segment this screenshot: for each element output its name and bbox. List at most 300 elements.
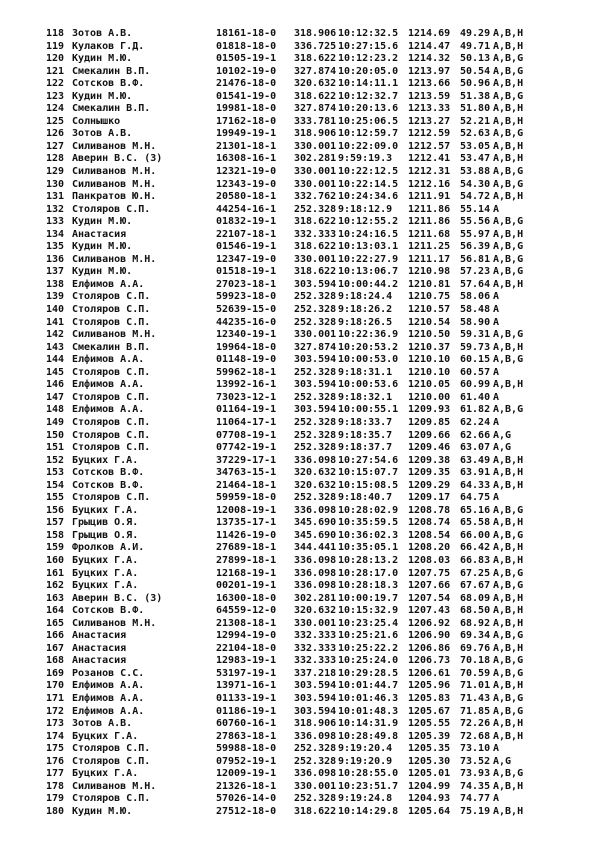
ring-number-cell: 12009-19-1 — [216, 768, 277, 780]
distance-cell: 318.622 — [294, 53, 337, 65]
table-row — [46, 241, 543, 254]
ring-number-cell: 01505-19-1 — [216, 53, 277, 65]
fancier-name-cell: Силиванов М.Н. — [72, 253, 157, 265]
distance-cell: 318.622 — [294, 805, 337, 817]
fancier-name-cell: Столяров С.П. — [72, 793, 151, 805]
speed-cell: 1205.67 — [408, 705, 451, 717]
distance-cell: 327.874 — [294, 103, 337, 115]
category-cell: A,B,G — [493, 404, 524, 416]
speed-cell: 1205.01 — [408, 768, 451, 780]
ring-number-cell: 07742-19-1 — [216, 442, 277, 454]
ring-number-cell: 21308-18-1 — [216, 617, 277, 629]
speed-cell: 1206.86 — [408, 642, 451, 654]
speed-cell: 1208.74 — [408, 517, 451, 529]
fancier-name-cell: Елфимов А.А. — [72, 705, 145, 717]
table-row — [46, 367, 543, 380]
distance-cell: 318.906 — [294, 128, 337, 140]
speed-cell: 1211.68 — [408, 228, 451, 240]
speed-cell: 1208.20 — [408, 542, 451, 554]
arrival-time-cell: 10:25:21.6 — [338, 630, 399, 642]
table-row — [46, 680, 543, 693]
speed-cell: 1207.54 — [408, 592, 451, 604]
arrival-time-cell: 10:00:44.2 — [338, 278, 399, 290]
arrival-time-cell: 10:35:05.1 — [338, 542, 399, 554]
results-table-body — [46, 28, 543, 818]
place-cell: 140 — [46, 304, 65, 316]
speed-cell: 1205.83 — [408, 692, 451, 704]
place-cell: 172 — [46, 705, 65, 717]
ring-number-cell: 52639-15-0 — [216, 304, 277, 316]
fancier-name-cell: Кудин М.Ю. — [72, 266, 133, 278]
speed-cell: 1206.92 — [408, 617, 451, 629]
coefficient-cell: 66.83 — [460, 554, 491, 566]
arrival-time-cell: 10:00:19.7 — [338, 592, 399, 604]
table-row — [46, 555, 543, 568]
place-cell: 161 — [46, 567, 65, 579]
table-row — [46, 668, 543, 681]
arrival-time-cell: 10:01:44.7 — [338, 680, 399, 692]
arrival-time-cell: 9:18:37.7 — [338, 442, 393, 454]
category-cell: A,B,G — [493, 166, 524, 178]
place-cell: 121 — [46, 65, 65, 77]
arrival-time-cell: 10:27:15.6 — [338, 40, 399, 52]
distance-cell: 330.001 — [294, 617, 337, 629]
ring-number-cell: 18161-18-0 — [216, 28, 277, 39]
coefficient-cell: 68.92 — [460, 617, 491, 629]
speed-cell: 1206.90 — [408, 630, 451, 642]
fancier-name-cell: Столяров С.П. — [72, 291, 151, 303]
table-row — [46, 417, 543, 430]
table-row — [46, 279, 543, 292]
place-cell: 129 — [46, 166, 65, 178]
coefficient-cell: 69.34 — [460, 630, 491, 642]
coefficient-cell: 61.40 — [460, 391, 491, 403]
category-cell: A,B,H — [493, 103, 524, 115]
category-cell: A — [493, 304, 500, 316]
arrival-time-cell: 10:23:25.4 — [338, 617, 399, 629]
ring-number-cell: 01546-19-1 — [216, 241, 277, 253]
coefficient-cell: 67.25 — [460, 567, 491, 579]
distance-cell: 330.001 — [294, 253, 337, 265]
fancier-name-cell: Силиванов М.Н. — [72, 166, 157, 178]
category-cell: A,B,G — [493, 266, 524, 278]
place-cell: 154 — [46, 479, 65, 491]
coefficient-cell: 63.49 — [460, 454, 491, 466]
coefficient-cell: 59.31 — [460, 329, 491, 341]
category-cell: A,B,H — [493, 115, 524, 127]
place-cell: 142 — [46, 329, 65, 341]
coefficient-cell: 61.82 — [460, 404, 491, 416]
speed-cell: 1204.99 — [408, 780, 451, 792]
arrival-time-cell: 9:18:35.7 — [338, 429, 393, 441]
table-row — [46, 128, 543, 141]
speed-cell: 1210.57 — [408, 304, 451, 316]
place-cell: 130 — [46, 178, 65, 190]
place-cell: 150 — [46, 429, 65, 441]
arrival-time-cell: 9:19:24.8 — [338, 793, 393, 805]
table-row — [46, 442, 543, 455]
fancier-name-cell: Елфимов А.А. — [72, 278, 145, 290]
fancier-name-cell: Смекалин В.П. — [72, 341, 151, 353]
distance-cell: 318.622 — [294, 266, 337, 278]
category-cell: A,B,H — [493, 805, 524, 817]
arrival-time-cell: 10:22:27.9 — [338, 253, 399, 265]
speed-cell: 1210.81 — [408, 278, 451, 290]
speed-cell: 1209.35 — [408, 467, 451, 479]
coefficient-cell: 64.33 — [460, 479, 491, 491]
table-row — [46, 593, 543, 606]
coefficient-cell: 55.14 — [460, 203, 491, 215]
arrival-time-cell: 10:13:03.1 — [338, 241, 399, 253]
place-cell: 132 — [46, 203, 65, 215]
coefficient-cell: 57.23 — [460, 266, 491, 278]
table-row — [46, 66, 543, 79]
speed-cell: 1209.17 — [408, 492, 451, 504]
arrival-time-cell: 9:18:32.1 — [338, 391, 393, 403]
coefficient-cell: 71.43 — [460, 692, 491, 704]
category-cell: A,B,H — [493, 718, 524, 730]
fancier-name-cell: Анастасия — [72, 642, 127, 654]
speed-cell: 1207.66 — [408, 580, 451, 592]
fancier-name-cell: Буцких Г.А. — [72, 580, 139, 592]
speed-cell: 1211.25 — [408, 241, 451, 253]
place-cell: 149 — [46, 416, 65, 428]
arrival-time-cell: 9:19:20.4 — [338, 743, 393, 755]
ring-number-cell: 16300-18-0 — [216, 592, 277, 604]
table-row — [46, 806, 543, 819]
ring-number-cell: 21464-18-1 — [216, 479, 277, 491]
place-cell: 136 — [46, 253, 65, 265]
table-row — [46, 756, 543, 769]
distance-cell: 333.781 — [294, 115, 337, 127]
ring-number-cell: 21476-18-0 — [216, 78, 277, 90]
table-row — [46, 53, 543, 66]
speed-cell: 1214.69 — [408, 28, 451, 39]
coefficient-cell: 70.59 — [460, 667, 491, 679]
ring-number-cell: 21326-18-1 — [216, 780, 277, 792]
arrival-time-cell: 10:01:48.3 — [338, 705, 399, 717]
table-row — [46, 216, 543, 229]
place-cell: 152 — [46, 454, 65, 466]
fancier-name-cell: Буцких Г.А. — [72, 567, 139, 579]
distance-cell: 336.098 — [294, 768, 337, 780]
speed-cell: 1204.93 — [408, 793, 451, 805]
fancier-name-cell: Елфимов А.А. — [72, 354, 145, 366]
fancier-name-cell: Аверин В.С. (З) — [72, 592, 163, 604]
category-cell: A,B,G — [493, 655, 524, 667]
table-row — [46, 116, 543, 129]
coefficient-cell: 71.01 — [460, 680, 491, 692]
category-cell: A,B,H — [493, 780, 524, 792]
fancier-name-cell: Буцких Г.А. — [72, 504, 139, 516]
category-cell: A,B,G — [493, 567, 524, 579]
coefficient-cell: 53.88 — [460, 166, 491, 178]
ring-number-cell: 13735-17-1 — [216, 517, 277, 529]
category-cell: A — [493, 416, 500, 428]
speed-cell: 1214.47 — [408, 40, 451, 52]
category-cell: A,B,H — [493, 680, 524, 692]
category-cell: A,B,G — [493, 329, 524, 341]
category-cell: A,B,H — [493, 454, 524, 466]
ring-number-cell: 19964-18-0 — [216, 341, 277, 353]
fancier-name-cell: Смекалин В.П. — [72, 103, 151, 115]
coefficient-cell: 58.48 — [460, 304, 491, 316]
table-row — [46, 166, 543, 179]
ring-number-cell: 01164-19-1 — [216, 404, 277, 416]
distance-cell: 318.906 — [294, 718, 337, 730]
arrival-time-cell: 10:24:16.5 — [338, 228, 399, 240]
place-cell: 163 — [46, 592, 65, 604]
place-cell: 171 — [46, 692, 65, 704]
arrival-time-cell: 10:22:36.9 — [338, 329, 399, 341]
arrival-time-cell: 10:00:55.1 — [338, 404, 399, 416]
table-row — [46, 517, 543, 530]
speed-cell: 1210.54 — [408, 316, 451, 328]
fancier-name-cell: Столяров С.П. — [72, 492, 151, 504]
arrival-time-cell: 10:13:06.7 — [338, 266, 399, 278]
distance-cell: 336.098 — [294, 580, 337, 592]
ring-number-cell: 01832-19-1 — [216, 216, 277, 228]
arrival-time-cell: 10:12:59.7 — [338, 128, 399, 140]
arrival-time-cell: 10:22:09.0 — [338, 140, 399, 152]
ring-number-cell: 13992-16-1 — [216, 379, 277, 391]
category-cell: A,B,H — [493, 153, 524, 165]
category-cell: A,G — [493, 429, 512, 441]
fancier-name-cell: Столяров С.П. — [72, 203, 151, 215]
speed-cell: 1210.98 — [408, 266, 451, 278]
arrival-time-cell: 9:18:12.9 — [338, 203, 393, 215]
place-cell: 120 — [46, 53, 65, 65]
place-cell: 156 — [46, 504, 65, 516]
arrival-time-cell: 10:28:17.0 — [338, 567, 399, 579]
fancier-name-cell: Буцких Г.А. — [72, 454, 139, 466]
distance-cell: 252.328 — [294, 291, 337, 303]
category-cell: A — [493, 316, 500, 328]
coefficient-cell: 71.85 — [460, 705, 491, 717]
ring-number-cell: 27863-18-1 — [216, 730, 277, 742]
coefficient-cell: 58.90 — [460, 316, 491, 328]
results-table — [46, 28, 543, 818]
speed-cell: 1213.97 — [408, 65, 451, 77]
place-cell: 179 — [46, 793, 65, 805]
ring-number-cell: 13971-16-1 — [216, 680, 277, 692]
table-row — [46, 492, 543, 505]
distance-cell: 345.690 — [294, 529, 337, 541]
ring-number-cell: 12347-19-0 — [216, 253, 277, 265]
arrival-time-cell: 10:00:53.0 — [338, 354, 399, 366]
place-cell: 160 — [46, 554, 65, 566]
place-cell: 174 — [46, 730, 65, 742]
distance-cell: 336.098 — [294, 567, 337, 579]
coefficient-cell: 49.29 — [460, 28, 491, 39]
fancier-name-cell: Кудин М.Ю. — [72, 90, 133, 102]
place-cell: 165 — [46, 617, 65, 629]
ring-number-cell: 01818-18-0 — [216, 40, 277, 52]
category-cell: A — [493, 492, 500, 504]
table-row — [46, 580, 543, 593]
place-cell: 134 — [46, 228, 65, 240]
ring-number-cell: 27512-18-0 — [216, 805, 277, 817]
category-cell: A,B,H — [493, 341, 524, 353]
place-cell: 162 — [46, 580, 65, 592]
arrival-time-cell: 9:18:26.5 — [338, 316, 393, 328]
ring-number-cell: 19949-19-1 — [216, 128, 277, 140]
fancier-name-cell: Столяров С.П. — [72, 416, 151, 428]
ring-number-cell: 22107-18-1 — [216, 228, 277, 240]
coefficient-cell: 59.73 — [460, 341, 491, 353]
category-cell: A,B,G — [493, 768, 524, 780]
coefficient-cell: 63.07 — [460, 442, 491, 454]
ring-number-cell: 59962-18-1 — [216, 366, 277, 378]
speed-cell: 1210.37 — [408, 341, 451, 353]
category-cell: A,B,H — [493, 617, 524, 629]
table-row — [46, 768, 543, 781]
category-cell: A,B,H — [493, 542, 524, 554]
ring-number-cell: 00201-19-1 — [216, 580, 277, 592]
category-cell: A,B,G — [493, 65, 524, 77]
distance-cell: 252.328 — [294, 203, 337, 215]
arrival-time-cell: 10:28:49.8 — [338, 730, 399, 742]
arrival-time-cell: 10:24:34.6 — [338, 191, 399, 203]
category-cell: A,B,G — [493, 529, 524, 541]
fancier-name-cell: Аверин В.С. (З) — [72, 153, 163, 165]
distance-cell: 252.328 — [294, 492, 337, 504]
speed-cell: 1212.31 — [408, 166, 451, 178]
fancier-name-cell: Кулаков Г.Д. — [72, 40, 145, 52]
coefficient-cell: 53.47 — [460, 153, 491, 165]
coefficient-cell: 66.42 — [460, 542, 491, 554]
distance-cell: 345.690 — [294, 517, 337, 529]
table-row — [46, 693, 543, 706]
fancier-name-cell: Столяров С.П. — [72, 442, 151, 454]
speed-cell: 1211.86 — [408, 216, 451, 228]
coefficient-cell: 55.56 — [460, 216, 491, 228]
table-row — [46, 342, 543, 355]
place-cell: 176 — [46, 755, 65, 767]
table-row — [46, 706, 543, 719]
ring-number-cell: 01186-19-1 — [216, 705, 277, 717]
fancier-name-cell: Елфимов А.А. — [72, 379, 145, 391]
arrival-time-cell: 10:12:23.2 — [338, 53, 399, 65]
distance-cell: 330.001 — [294, 178, 337, 190]
ring-number-cell: 10102-19-0 — [216, 65, 277, 77]
place-cell: 139 — [46, 291, 65, 303]
place-cell: 137 — [46, 266, 65, 278]
category-cell: A,B,H — [493, 78, 524, 90]
fancier-name-cell: Грыцив О.Я. — [72, 529, 139, 541]
ring-number-cell: 27689-18-1 — [216, 542, 277, 554]
speed-cell: 1209.46 — [408, 442, 451, 454]
fancier-name-cell: Фролков А.И. — [72, 542, 145, 554]
category-cell: A,B,G — [493, 241, 524, 253]
category-cell: A,B,G — [493, 504, 524, 516]
ring-number-cell: 12340-19-1 — [216, 329, 277, 341]
fancier-name-cell: Анастасия — [72, 630, 127, 642]
coefficient-cell: 72.68 — [460, 730, 491, 742]
category-cell: A — [493, 291, 500, 303]
place-cell: 178 — [46, 780, 65, 792]
coefficient-cell: 73.10 — [460, 743, 491, 755]
table-row — [46, 731, 543, 744]
arrival-time-cell: 10:25:06.5 — [338, 115, 399, 127]
coefficient-cell: 52.63 — [460, 128, 491, 140]
arrival-time-cell: 10:12:32.5 — [338, 28, 399, 39]
distance-cell: 252.328 — [294, 304, 337, 316]
table-row — [46, 103, 543, 116]
category-cell: A,B,H — [493, 40, 524, 52]
table-row — [46, 542, 543, 555]
table-row — [46, 630, 543, 643]
coefficient-cell: 66.00 — [460, 529, 491, 541]
place-cell: 119 — [46, 40, 65, 52]
ring-number-cell: 57026-14-0 — [216, 793, 277, 805]
speed-cell: 1210.50 — [408, 329, 451, 341]
place-cell: 135 — [46, 241, 65, 253]
distance-cell: 336.098 — [294, 454, 337, 466]
category-cell: A,B,H — [493, 278, 524, 290]
distance-cell: 303.594 — [294, 705, 337, 717]
speed-cell: 1207.43 — [408, 605, 451, 617]
place-cell: 138 — [46, 278, 65, 290]
arrival-time-cell: 9:19:20.9 — [338, 755, 393, 767]
ring-number-cell: 12343-19-0 — [216, 178, 277, 190]
speed-cell: 1209.66 — [408, 429, 451, 441]
category-cell: A — [493, 793, 500, 805]
category-cell: A,B,G — [493, 580, 524, 592]
distance-cell: 302.281 — [294, 592, 337, 604]
arrival-time-cell: 10:15:32.9 — [338, 605, 399, 617]
arrival-time-cell: 10:14:29.8 — [338, 805, 399, 817]
distance-cell: 318.622 — [294, 241, 337, 253]
fancier-name-cell: Смекалин В.П. — [72, 65, 151, 77]
ring-number-cell: 12994-19-0 — [216, 630, 277, 642]
coefficient-cell: 73.93 — [460, 768, 491, 780]
fancier-name-cell: Столяров С.П. — [72, 366, 151, 378]
place-cell: 133 — [46, 216, 65, 228]
ring-number-cell: 44235-16-0 — [216, 316, 277, 328]
fancier-name-cell: Елфимов А.А. — [72, 680, 145, 692]
coefficient-cell: 54.72 — [460, 191, 491, 203]
fancier-name-cell: Зотов А.В. — [72, 28, 133, 39]
coefficient-cell: 58.06 — [460, 291, 491, 303]
arrival-time-cell: 10:25:24.0 — [338, 655, 399, 667]
distance-cell: 252.328 — [294, 755, 337, 767]
category-cell: A,B,H — [493, 379, 524, 391]
ring-number-cell: 34763-15-1 — [216, 467, 277, 479]
place-cell: 155 — [46, 492, 65, 504]
distance-cell: 252.328 — [294, 429, 337, 441]
table-row — [46, 41, 543, 54]
place-cell: 131 — [46, 191, 65, 203]
table-row — [46, 643, 543, 656]
speed-cell: 1212.57 — [408, 140, 451, 152]
distance-cell: 344.441 — [294, 542, 337, 554]
place-cell: 126 — [46, 128, 65, 140]
coefficient-cell: 70.18 — [460, 655, 491, 667]
arrival-time-cell: 9:18:24.4 — [338, 291, 393, 303]
fancier-name-cell: Панкратов Ю.Н. — [72, 191, 157, 203]
fancier-name-cell: Столяров С.П. — [72, 429, 151, 441]
fancier-name-cell: Кудин М.Ю. — [72, 805, 133, 817]
category-cell: A — [493, 366, 500, 378]
arrival-time-cell: 10:15:08.5 — [338, 479, 399, 491]
coefficient-cell: 57.64 — [460, 278, 491, 290]
table-row — [46, 254, 543, 267]
arrival-time-cell: 10:22:14.5 — [338, 178, 399, 190]
ring-number-cell: 21301-18-1 — [216, 140, 277, 152]
speed-cell: 1208.03 — [408, 554, 451, 566]
ring-number-cell: 12321-19-0 — [216, 166, 277, 178]
